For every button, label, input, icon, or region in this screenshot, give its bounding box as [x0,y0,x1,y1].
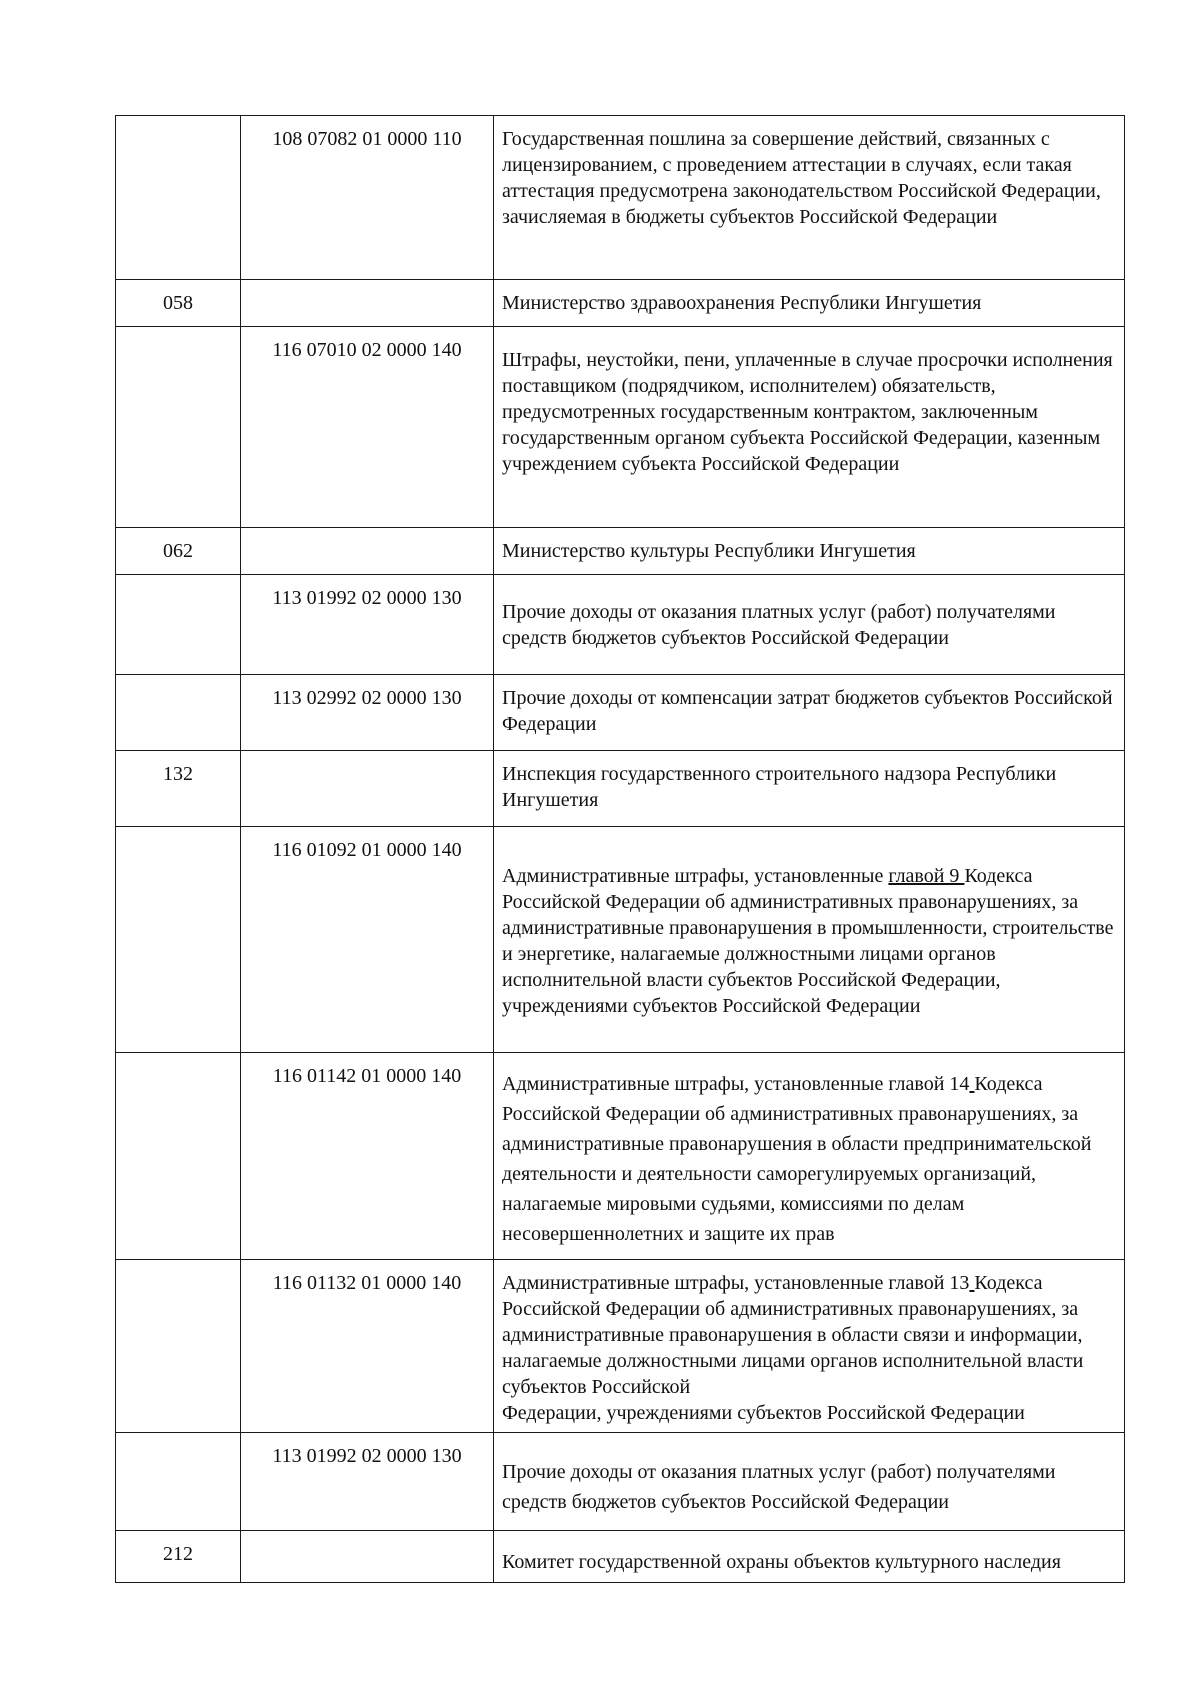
admin-code-cell [116,1260,241,1433]
revenue-name-text: Кодекса Российской Федерации об административных правонарушениях, за административные правонарушения в промышленности, строительстве и энергетике, налагаемые должностными лицами органов исполнительной власти субъектов Российской Федерации, учреждениями субъектов Российской Федерации [502,865,1114,1017]
table-row [116,327,1125,528]
admin-code-cell [116,1053,241,1260]
admin-code-cell: 058 [116,280,241,327]
budget-code-cell: 108 07082 01 0000 110 [241,116,494,280]
revenue-name-cell: Министерство культуры Республики Ингушетия [494,528,1125,575]
admin-code-cell [116,327,241,528]
revenue-name-cell [494,827,1125,1053]
code-chapter-link[interactable]: главой 9 [888,865,965,887]
admin-code-cell [116,116,241,280]
budget-code-cell: 116 07010 02 0000 140 [241,327,494,528]
revenue-name-cell: Комитет государственной охраны объектов культурного наследия [494,1531,1125,1583]
budget-code-cell: 116 01092 01 0000 140 [241,827,494,1053]
revenue-name-cell [494,1260,1125,1433]
revenue-name-cell: Инспекция государственного строительного надзора Республики Ингушетия [494,751,1125,827]
budget-code-cell: 116 01142 01 0000 140 [241,1053,494,1260]
revenue-name-text: Административные штрафы, установленные главой 14 [502,1073,970,1095]
revenue-name-text: Административные штрафы, установленные [502,865,889,887]
table-row [116,827,1125,1053]
revenue-name-text: Кодекса Российской Федерации об административных правонарушениях, за административные правонарушения в области связи и информации, налагаемые должностными лицами органов исполнительной власти субъектов Российской [502,1272,1084,1398]
budget-code-cell: 113 02992 02 0000 130 [241,675,494,751]
table-row [116,1531,1125,1583]
budget-code-cell [241,1531,494,1583]
table-row [116,1260,1125,1433]
revenue-name-cell: Государственная пошлина за совершение действий, связанных с лицензированием, с проведением аттестации в случаях, если такая аттестация предусмотрена законодательством Российской Федерации, зачисляемая в бюджеты субъектов Российской Федерации [494,116,1125,280]
revenue-name-cell: Штрафы, неустойки, пени, уплаченные в случае просрочки исполнения поставщиком (подрядчиком, исполнителем) обязательств, предусмотренных государственным контрактом, заключенным государственным органом субъекта Российской Федерации, казенным учреждением субъекта Российской Федерации [494,327,1125,528]
table-row [116,575,1125,675]
admin-code-cell [116,575,241,675]
budget-code-cell [241,280,494,327]
table-row [116,1053,1125,1260]
revenue-name-cell [494,1053,1125,1260]
budget-code-cell: 113 01992 02 0000 130 [241,575,494,675]
revenue-name-text: Административные штрафы, установленные главой 13 [502,1272,970,1294]
revenue-name-text: Федерации, учреждениями субъектов Российской Федерации [502,1402,1025,1424]
revenue-name-cell: Прочие доходы от оказания платных услуг (работ) получателями средств бюджетов субъектов Российской Федерации [494,1433,1125,1531]
table-row [116,675,1125,751]
admin-code-cell [116,1433,241,1531]
budget-code-cell: 113 01992 02 0000 130 [241,1433,494,1531]
budget-code-cell [241,751,494,827]
table-row [116,116,1125,280]
table-row [116,1433,1125,1531]
budget-code-cell: 116 01132 01 0000 140 [241,1260,494,1433]
table-row [116,751,1125,827]
revenue-name-text: Кодекса Российской Федерации об административных правонарушениях, за административные правонарушения в области предпринимательской деятельности и деятельности саморегулируемых организаций, налагаемые мировыми судьями, комиссиями по делам несовершеннолетних и защите их прав [502,1073,1092,1245]
admin-code-cell [116,675,241,751]
admin-code-cell: 062 [116,528,241,575]
admin-code-cell [116,827,241,1053]
revenue-name-cell: Министерство здравоохранения Республики Ингушетия [494,280,1125,327]
revenue-name-cell: Прочие доходы от оказания платных услуг (работ) получателями средств бюджетов субъектов Российской Федерации [494,575,1125,675]
admin-code-cell: 132 [116,751,241,827]
admin-code-cell: 212 [116,1531,241,1583]
budget-revenue-table [115,115,1125,1583]
revenue-name-cell: Прочие доходы от компенсации затрат бюджетов субъектов Российской Федерации [494,675,1125,751]
table-row [116,528,1125,575]
budget-code-cell [241,528,494,575]
table-row [116,280,1125,327]
